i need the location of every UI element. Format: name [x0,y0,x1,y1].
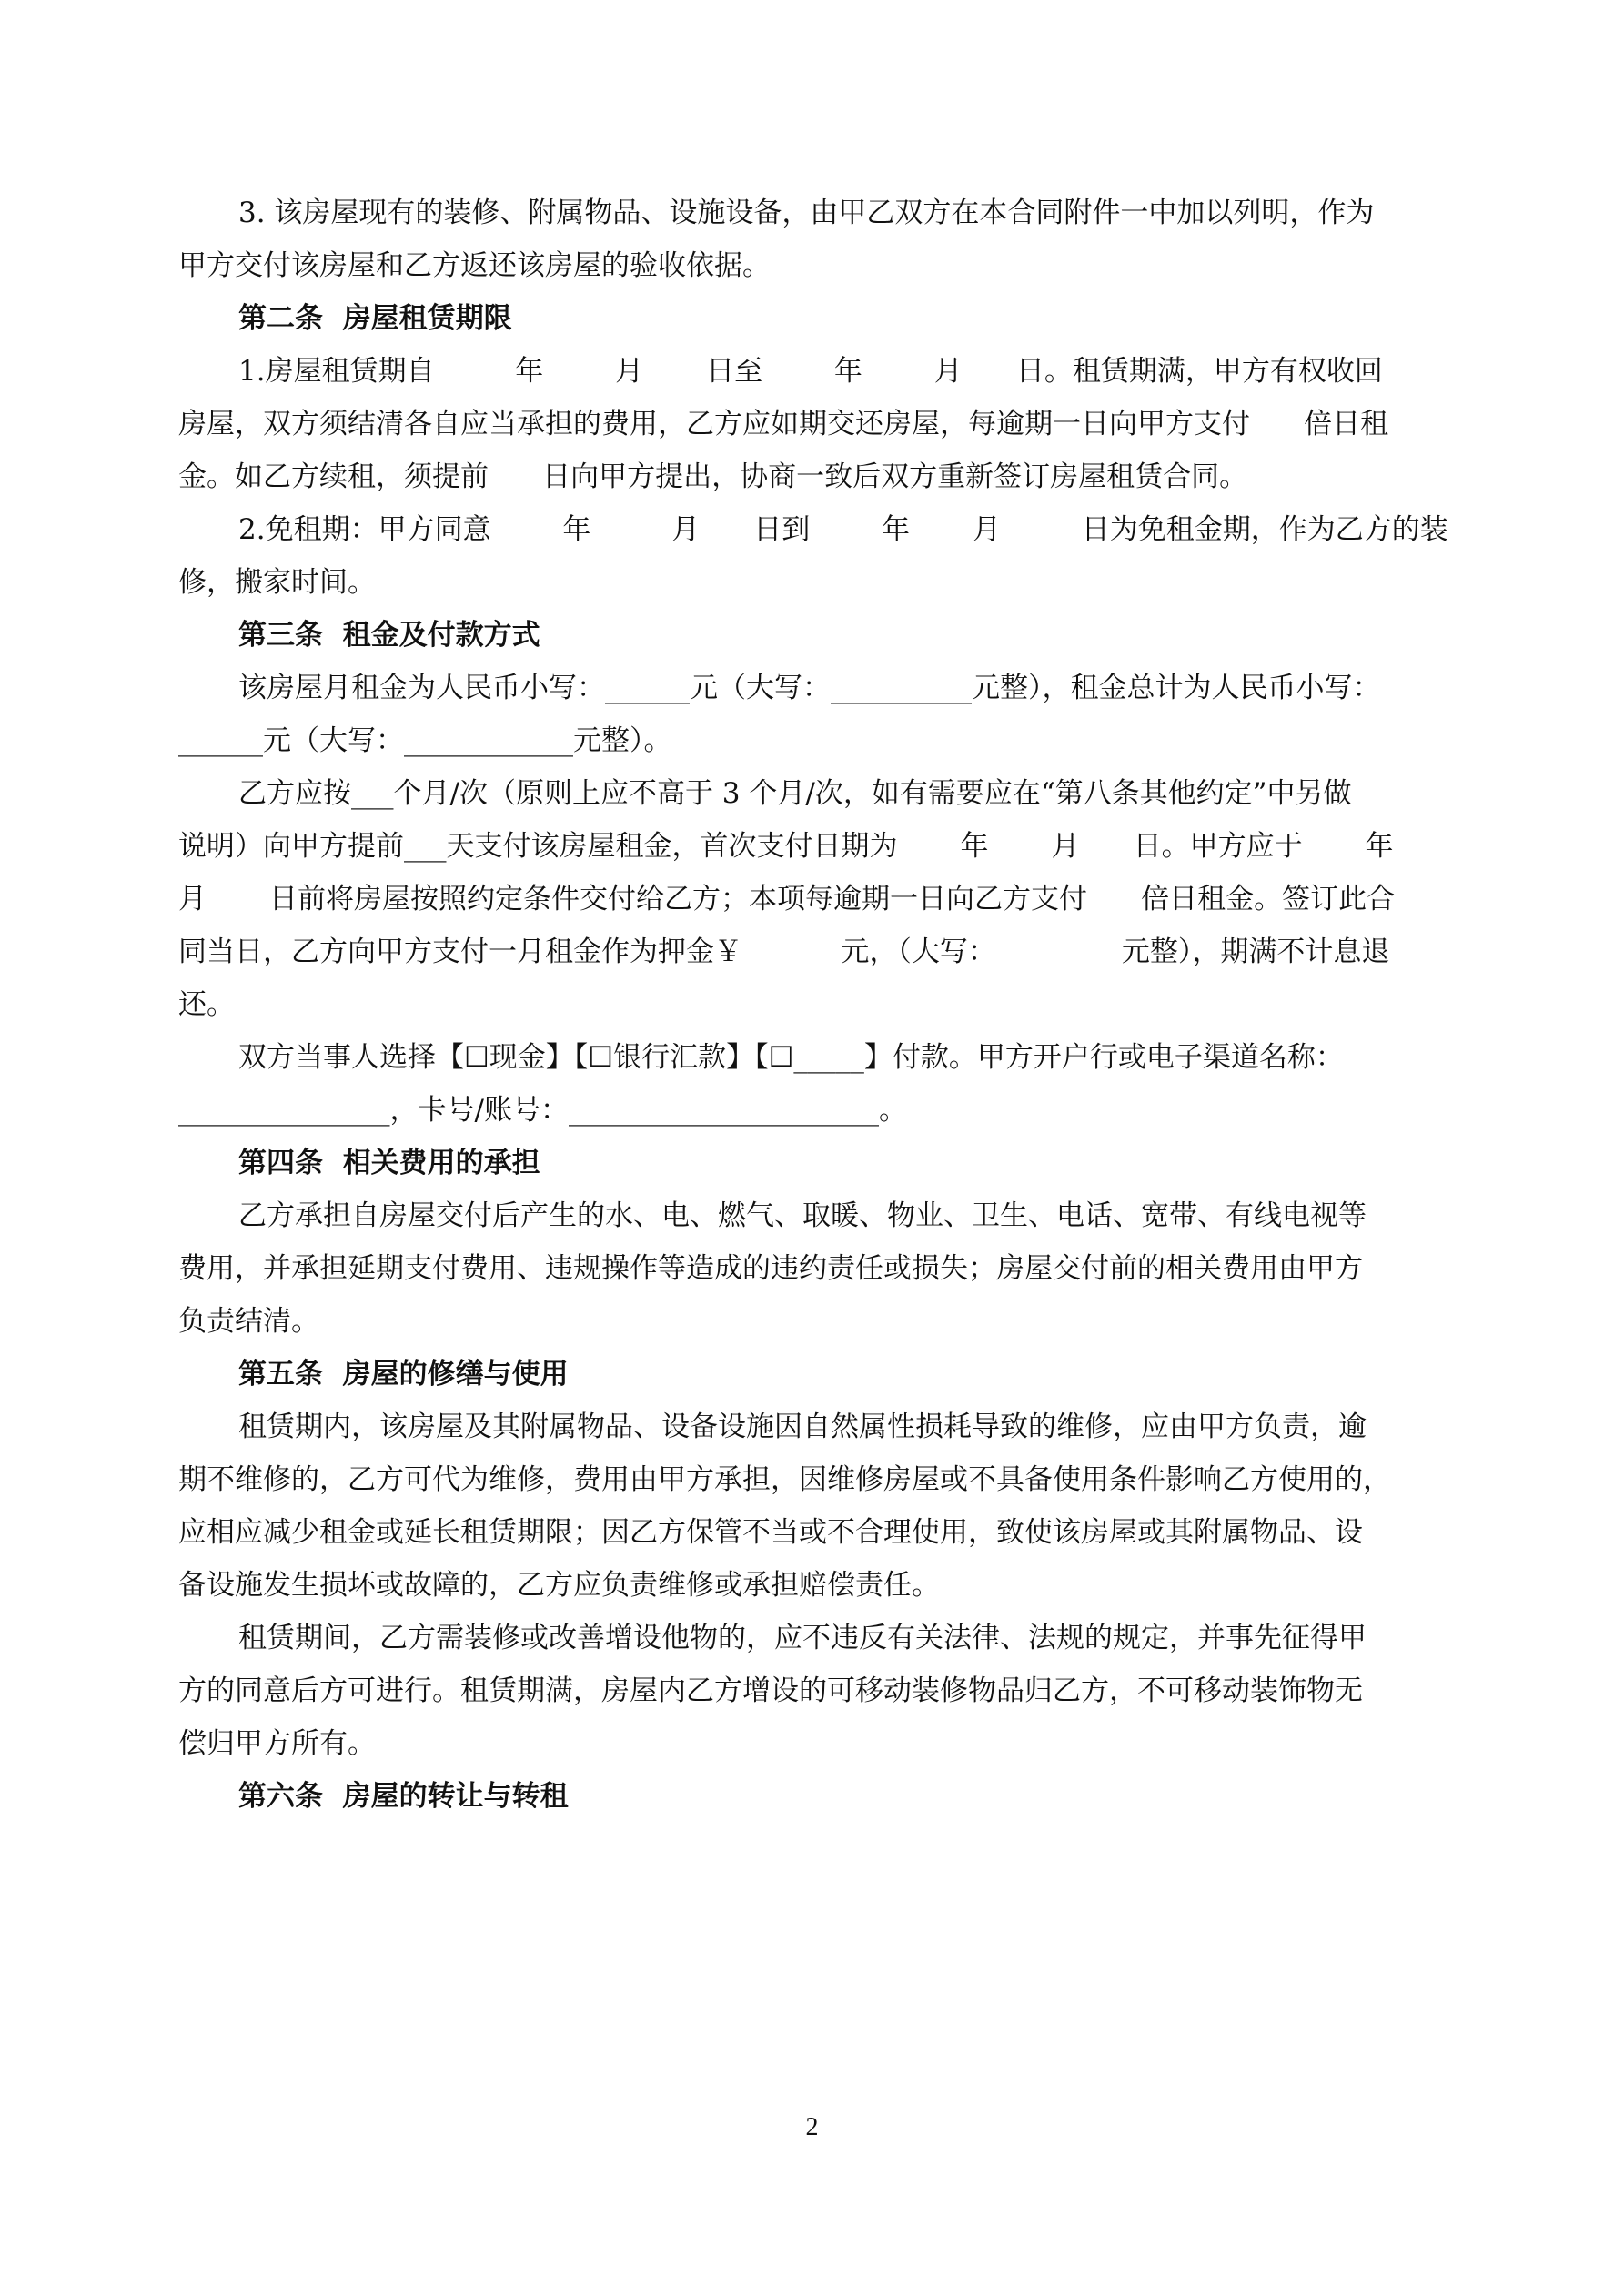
section-heading: 第五条 房屋的修缮与使用 [238,1358,569,1391]
paragraph-line: 月 日前将房屋按照约定条件交付给乙方；本项每逾期一日向乙方支付 倍日租金。签订此合 [178,883,1396,915]
paragraph-line: 乙方应按___个月/次（原则上应不高于 3 个月/次，如有需要应在“第八条其他约定”中另做 [238,777,1352,810]
paragraph [178,1031,1452,1137]
paragraph-line: 应相应减少租金或延长租赁期限；因乙方保管不当或不合理使用，致使该房屋或其附属物品、设 [178,1516,1363,1549]
section-heading: 第二条 房屋租赁期限 [238,302,512,335]
paragraph-line: 修，搬家时间。 [178,566,376,599]
paragraph-line: 2.免租期：甲方同意 年 月 日到 年 月 日为免租金期，作为乙方的装 [238,513,1448,546]
paragraph-line: 乙方承担自房屋交付后产生的水、电、燃气、取暖、物业、卫生、电话、宽带、有线电视等 [238,1199,1367,1232]
section-heading: 第六条 房屋的转让与转租 [238,1780,569,1813]
paragraph-line: 偿归甲方所有。 [178,1727,376,1760]
paragraph-line: 房屋，双方须结清各自应当承担的费用，乙方应如期交还房屋，每逾期一日向甲方支付 倍日租 [178,408,1389,440]
section-heading: 第三条 租金及付款方式 [238,619,540,652]
paragraph [178,1189,1452,1348]
paragraph-line: 备设施发生损坏或故障的，乙方应负责维修或承担赔偿责任。 [178,1569,940,1602]
paragraph [178,345,1452,503]
paragraph [178,662,1452,767]
paragraph [178,1401,1452,1612]
paragraph-line: 费用，并承担延期支付费用、违规操作等造成的违约责任或损失；房屋交付前的相关费用由甲方 [178,1252,1363,1285]
paragraph-line: 3. 该房屋现有的装修、附属物品、设施设备，由甲乙双方在本合同附件一中加以列明，作为 [238,197,1375,229]
page-number: 2 [805,2113,819,2141]
paragraph-line: 1.房屋租赁期自 年 月 日至 年 月 日。租赁期满，甲方有权收回 [238,355,1383,388]
paragraph-line: ______元（大写：____________元整）。 [178,724,672,757]
paragraph-line: _______________，卡号/账号：______________________。 [178,1094,907,1127]
paragraph [178,503,1452,609]
paragraph-line: 金。如乙方续租，须提前 日向甲方提出，协商一致后双方重新签订房屋租赁合同。 [178,460,1248,493]
paragraph-line: 租赁期间，乙方需装修或改善增设他物的，应不违反有关法律、法规的规定，并事先征得甲 [238,1622,1367,1654]
paragraph-line: 双方当事人选择【☐现金】【☐银行汇款】【☐_____】付款。甲方开户行或电子渠道名称： [238,1041,1344,1074]
paragraph [178,187,1452,292]
paragraph-line: 期不维修的，乙方可代为维修，费用由甲方承担，因维修房屋或不具备使用条件影响乙方使用的， [178,1463,1391,1496]
paragraph-line: 方的同意后方可进行。租赁期满，房屋内乙方增设的可移动装修物品归乙方，不可移动装饰物无 [178,1674,1363,1707]
paragraph [178,1612,1452,1770]
paragraph-line: 负责结清。 [178,1305,319,1338]
paragraph-line: 还。 [178,988,235,1021]
paragraph-line: 同当日，乙方向甲方支付一月租金作为押金￥ 元，（大写： 元整），期满不计息退 [178,936,1390,968]
paragraph-line: 说明）向甲方提前___天支付该房屋租金，首次支付日期为 年 月 日。甲方应于 年 [178,830,1394,863]
paragraph-line: 该房屋月租金为人民币小写：______元（大写：__________元整），租金总计为人民币小写： [238,672,1381,704]
section-heading: 第四条 相关费用的承担 [238,1147,540,1179]
document-page [178,187,1452,1823]
paragraph-line: 租赁期内，该房屋及其附属物品、设备设施因自然属性损耗导致的维修，应由甲方负责，逾 [238,1411,1367,1443]
paragraph-line: 甲方交付该房屋和乙方返还该房屋的验收依据。 [178,249,771,282]
paragraph [178,767,1452,1031]
